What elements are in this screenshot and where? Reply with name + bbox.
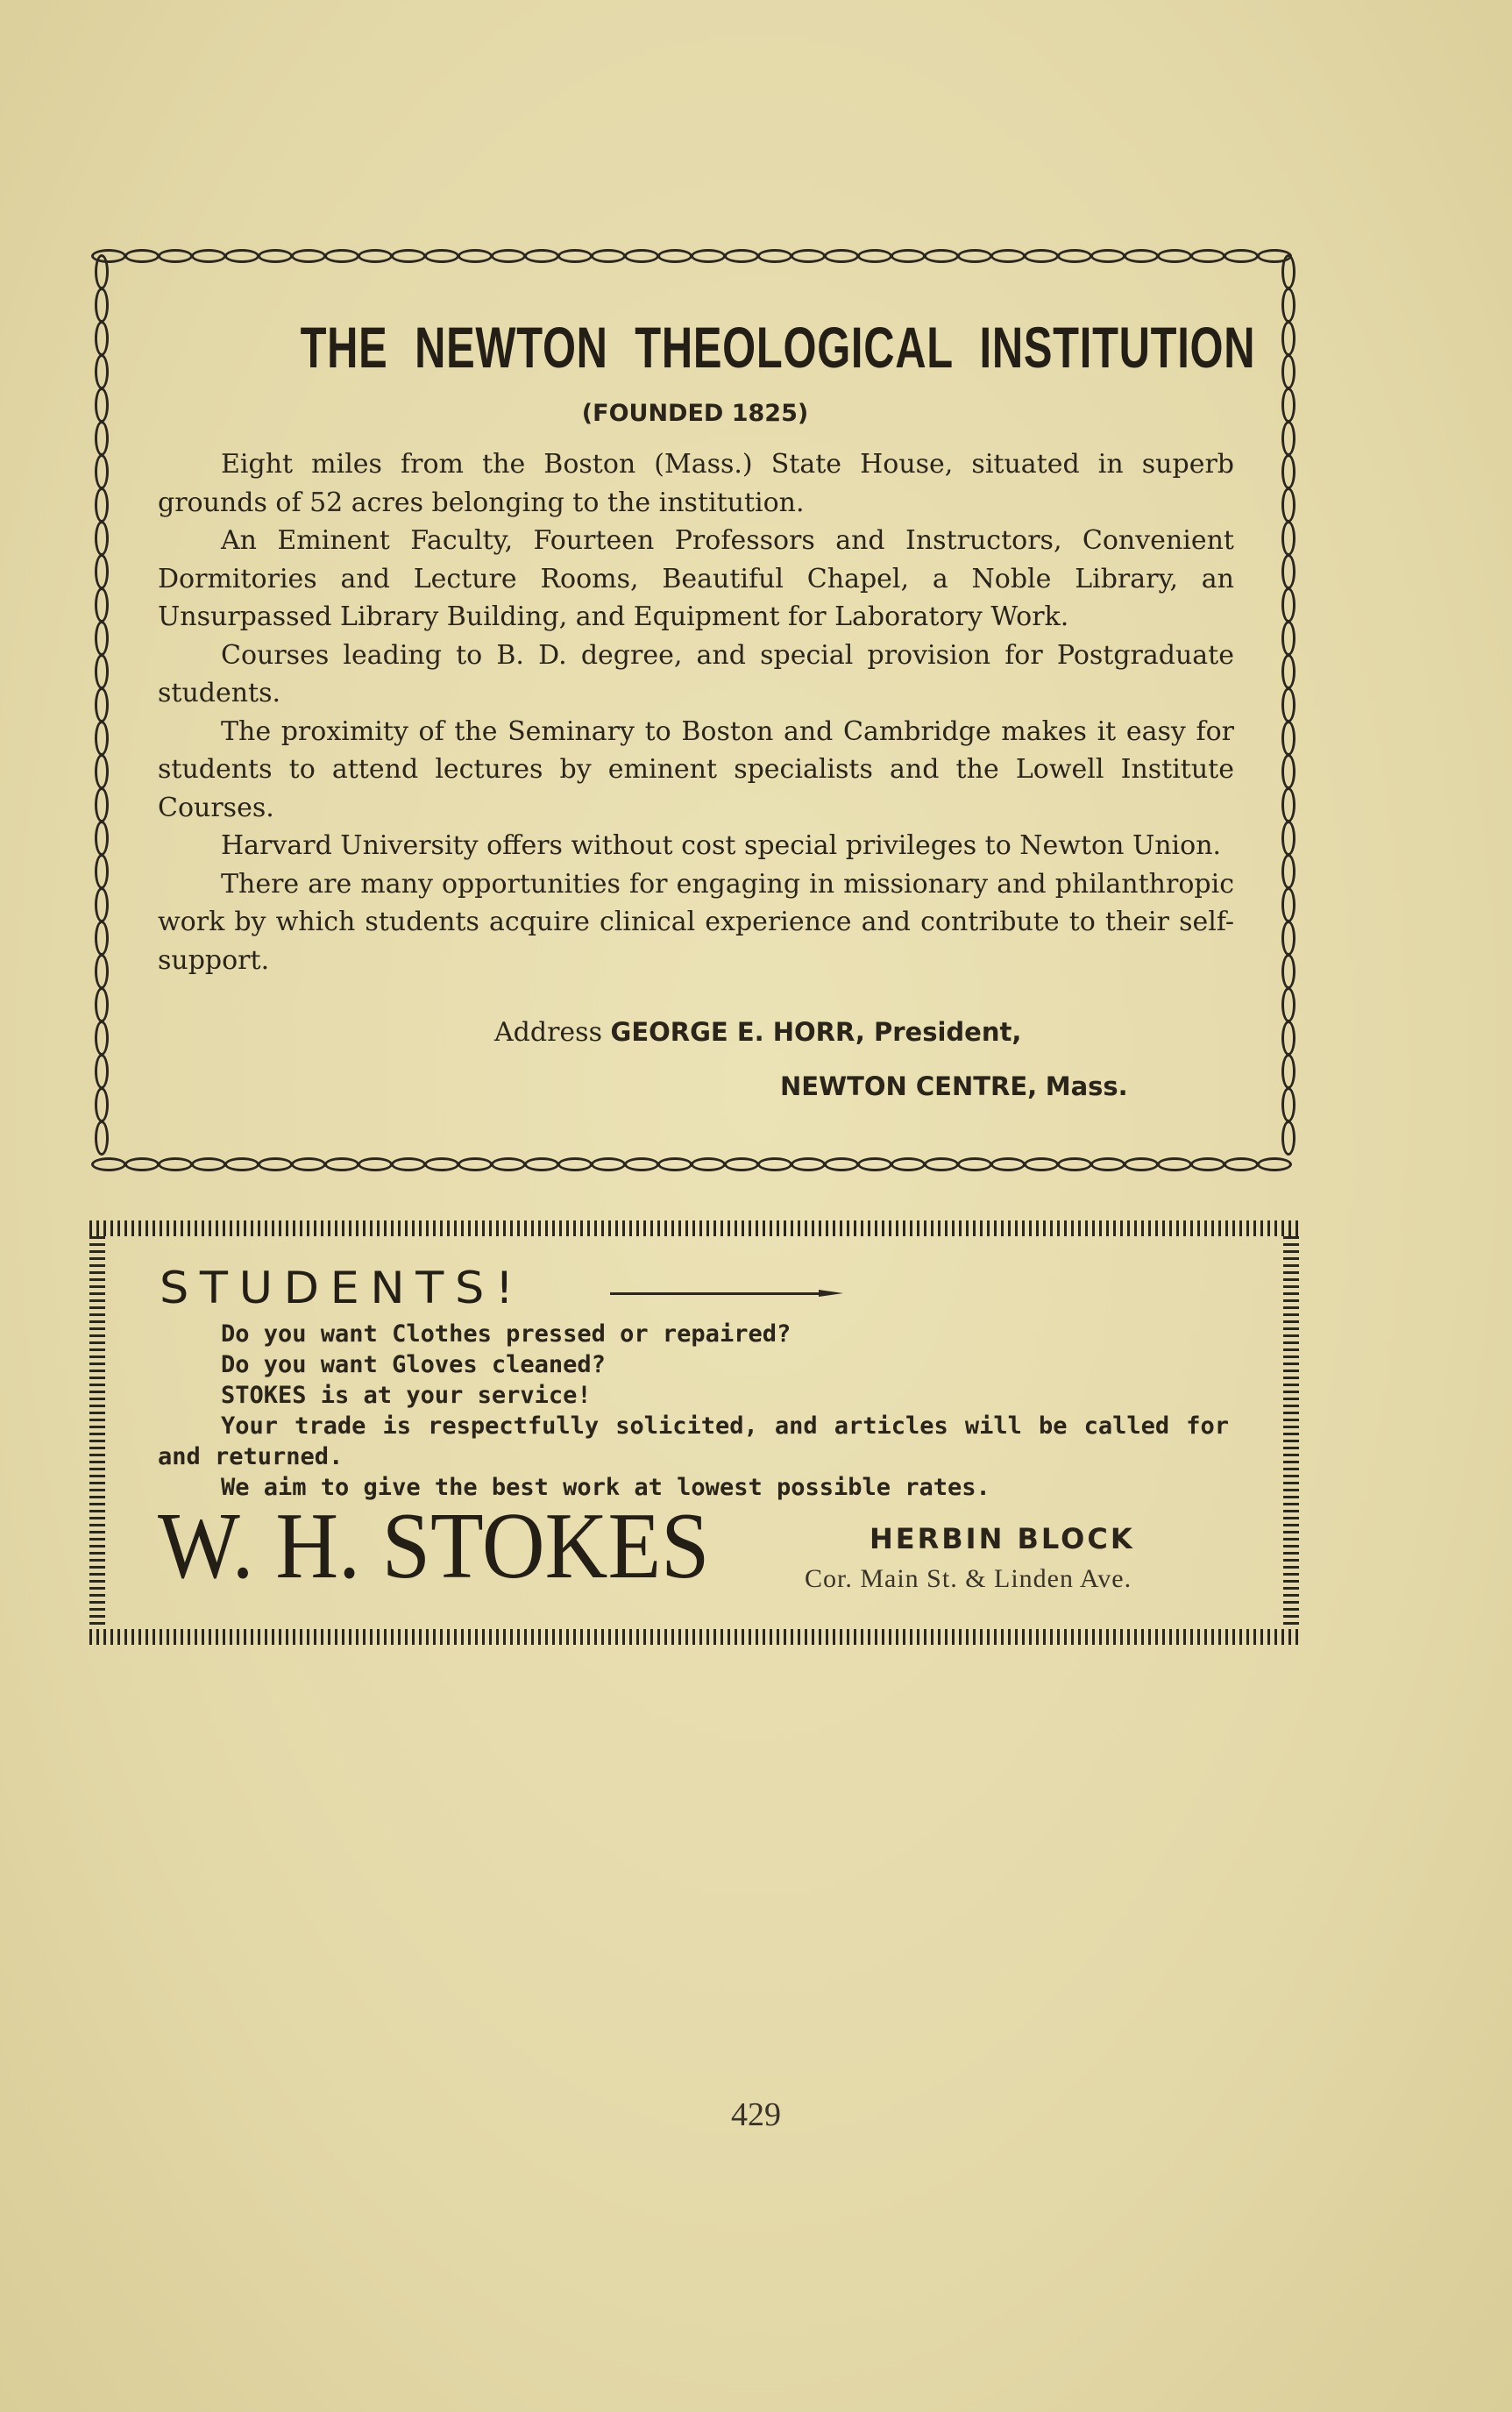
- chain-link: [990, 249, 1026, 263]
- chain-link: [1281, 288, 1295, 323]
- chain-link: [124, 1157, 160, 1171]
- chain-link: [191, 1157, 226, 1171]
- chain-link: [424, 1157, 459, 1171]
- chain-link: [591, 249, 626, 263]
- chain-link: [1281, 1087, 1295, 1122]
- chain-link: [95, 454, 109, 489]
- chain-link: [691, 1157, 726, 1171]
- chain-link: [1281, 354, 1295, 389]
- chain-border-left: [91, 254, 112, 1166]
- paragraph-harvard: Harvard University offers without cost special privileges to Newton Union.: [221, 830, 1222, 861]
- line-gloves: Do you want Gloves cleaned?: [221, 1351, 606, 1378]
- chain-link: [95, 921, 109, 956]
- chain-link: [657, 1157, 692, 1171]
- chain-link: [591, 1157, 626, 1171]
- chain-link: [95, 621, 109, 656]
- chain-link: [95, 987, 109, 1022]
- chain-link: [1090, 1157, 1125, 1171]
- address-city-line: [780, 1071, 1128, 1102]
- chain-link: [1281, 754, 1295, 789]
- address-state: Mass.: [1045, 1071, 1128, 1101]
- chain-link: [1281, 654, 1295, 689]
- chain-link: [391, 1157, 426, 1171]
- page-number: 429: [731, 2096, 781, 2133]
- chain-link: [557, 1157, 593, 1171]
- chain-link: [1281, 821, 1295, 856]
- chain-link: [1157, 249, 1192, 263]
- chain-link: [524, 249, 559, 263]
- chain-link: [1281, 321, 1295, 356]
- chain-link: [891, 1157, 926, 1171]
- chain-link: [95, 754, 109, 789]
- chain-link: [424, 249, 459, 263]
- chain-link: [95, 321, 109, 356]
- chain-link: [1281, 1021, 1295, 1056]
- chain-link: [458, 249, 493, 263]
- chain-link: [1124, 1157, 1159, 1171]
- chain-link: [358, 249, 393, 263]
- chain-link: [724, 249, 759, 263]
- chain-link: [358, 1157, 393, 1171]
- chain-link: [324, 249, 359, 263]
- chain-link: [1281, 787, 1295, 822]
- chain-link: [324, 1157, 359, 1171]
- chain-link: [1281, 921, 1295, 956]
- chain-link: [1090, 249, 1125, 263]
- chain-link: [95, 354, 109, 389]
- chain-link: [95, 521, 109, 556]
- chain-link: [491, 1157, 526, 1171]
- chain-link: [1281, 987, 1295, 1022]
- chain-link: [95, 1121, 109, 1156]
- paragraph-faculty: An Eminent Faculty, Fourteen Professors and Instructors, Convenient Dormitories and Lecture Rooms, Beautiful Chapel, a Noble Library, an Unsurpassed Library Building, and Equipment for Laboratory Work.: [158, 525, 1234, 632]
- chain-link: [391, 249, 426, 263]
- chain-link: [95, 554, 109, 589]
- chain-link: [95, 787, 109, 822]
- paragraph-location: Eight miles from the Boston (Mass.) State House, situated in superb grounds of 52 acres belonging to the institution.: [158, 449, 1234, 518]
- chain-link: [1224, 1157, 1259, 1171]
- chain-link: [1281, 687, 1295, 722]
- chain-link: [1281, 954, 1295, 989]
- chain-link: [1281, 721, 1295, 756]
- chain-link: [1281, 1121, 1295, 1156]
- chain-link: [458, 1157, 493, 1171]
- chain-link: [1281, 854, 1295, 889]
- chain-link: [95, 854, 109, 889]
- chain-link: [1024, 1157, 1059, 1171]
- chain-link: [1057, 249, 1092, 263]
- chain-link: [891, 249, 926, 263]
- chain-link: [95, 1054, 109, 1089]
- chain-link: [924, 249, 959, 263]
- chain-link: [1157, 1157, 1192, 1171]
- chain-link: [557, 249, 593, 263]
- chain-link: [95, 254, 109, 289]
- paragraph-proximity: The proximity of the Seminary to Boston and Cambridge makes it easy for students to attend lectures by eminent specialists and the Lowell Institute Courses.: [158, 715, 1234, 823]
- chain-link: [191, 249, 226, 263]
- chain-link: [158, 1157, 193, 1171]
- chain-link: [1024, 249, 1059, 263]
- chain-link: [95, 687, 109, 722]
- chain-link: [1281, 587, 1295, 623]
- chain-link: [1281, 487, 1295, 523]
- institution-title: THE NEWTON THEOLOGICAL INSTITUTION: [300, 315, 1256, 380]
- chain-link: [95, 288, 109, 323]
- chain-link: [95, 721, 109, 756]
- paragraph-courses: Courses leading to B. D. degree, and special provision for Postgraduate students.: [158, 639, 1234, 708]
- address-prefix: Address: [494, 1017, 602, 1048]
- chain-link: [291, 1157, 326, 1171]
- chain-border-bottom: [91, 1154, 1299, 1175]
- chain-link: [1281, 554, 1295, 589]
- chain-link: [1281, 454, 1295, 489]
- chain-link: [1190, 1157, 1225, 1171]
- chain-link: [1057, 1157, 1092, 1171]
- chain-link: [824, 249, 859, 263]
- chain-link: [791, 249, 826, 263]
- chain-link: [95, 487, 109, 523]
- heading-rule: [610, 1292, 824, 1295]
- stokes-name: W. H. STOKES: [158, 1494, 710, 1598]
- chain-link: [924, 1157, 959, 1171]
- chain-link: [1281, 621, 1295, 656]
- chain-link: [491, 249, 526, 263]
- chain-link: [158, 249, 193, 263]
- chain-link: [957, 1157, 992, 1171]
- chain-link: [258, 1157, 293, 1171]
- line-clothes: Do you want Clothes pressed or repaired?: [221, 1320, 791, 1348]
- chain-link: [757, 1157, 792, 1171]
- address-name: GEORGE E. HORR, President,: [610, 1017, 1022, 1047]
- chain-link: [1281, 1054, 1295, 1089]
- chain-link: [224, 249, 259, 263]
- chain-link: [258, 249, 293, 263]
- chain-link: [95, 1021, 109, 1056]
- stokes-advertisement: [89, 1220, 1299, 1645]
- line-rates: We aim to give the best work at lowest possible rates.: [221, 1474, 990, 1501]
- chain-link: [95, 1087, 109, 1122]
- line-service: STOKES is at your service!: [221, 1382, 592, 1409]
- chain-link: [95, 887, 109, 922]
- chain-link: [1281, 254, 1295, 289]
- address-city: NEWTON CENTRE,: [780, 1071, 1038, 1101]
- chain-link: [824, 1157, 859, 1171]
- chain-link: [990, 1157, 1026, 1171]
- chain-link: [1281, 521, 1295, 556]
- students-heading: STUDENTS!: [160, 1263, 525, 1313]
- chain-link: [291, 249, 326, 263]
- chain-link: [757, 249, 792, 263]
- institution-description: [158, 445, 1234, 979]
- chain-link: [724, 1157, 759, 1171]
- chain-link: [224, 1157, 259, 1171]
- chain-link: [124, 249, 160, 263]
- chain-link: [95, 821, 109, 856]
- newton-advertisement: [91, 245, 1299, 1175]
- founded-date: (FOUNDED 1825): [581, 400, 809, 427]
- stokes-street: Cor. Main St. & Linden Ave.: [805, 1564, 1132, 1593]
- paragraph-opportunities: There are many opportunities for engaging in missionary and philanthropic work by which students acquire clinical experience and contribute to their self-support.: [158, 868, 1234, 976]
- address-line: [494, 1017, 1021, 1048]
- chain-link: [95, 587, 109, 623]
- stripe-border-bottom: [89, 1629, 1299, 1645]
- chain-link: [524, 1157, 559, 1171]
- stokes-block: HERBIN BLOCK: [870, 1522, 1135, 1555]
- stripe-border-right: [1283, 1236, 1299, 1629]
- stripe-border-top: [89, 1220, 1299, 1236]
- chain-link: [1281, 887, 1295, 922]
- chain-link: [1224, 249, 1259, 263]
- chain-link: [857, 1157, 892, 1171]
- chain-border-right: [1278, 254, 1299, 1166]
- chain-link: [95, 954, 109, 989]
- chain-link: [857, 249, 892, 263]
- chain-link: [957, 249, 992, 263]
- chain-link: [95, 654, 109, 689]
- chain-link: [624, 1157, 659, 1171]
- chain-link: [657, 249, 692, 263]
- chain-link: [691, 249, 726, 263]
- chain-link: [1190, 249, 1225, 263]
- chain-link: [791, 1157, 826, 1171]
- stokes-description: [158, 1319, 1229, 1503]
- chain-link: [624, 249, 659, 263]
- stripe-border-left: [89, 1236, 105, 1629]
- chain-border-top: [91, 245, 1299, 267]
- chain-link: [1124, 249, 1159, 263]
- line-trade: Your trade is respectfully solicited, and articles will be called for and returned.: [158, 1412, 1229, 1470]
